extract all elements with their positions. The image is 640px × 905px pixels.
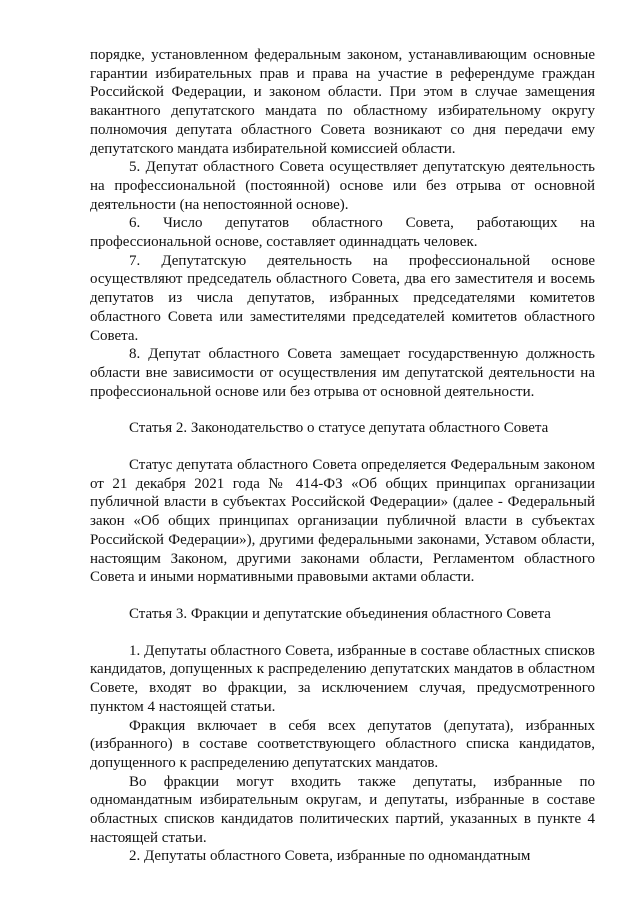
article-2-text: Статус депутата областного Совета определяется Федеральным законом от 21 декабря 2021 года № 414-ФЗ «Об общих принципах организации публичной власти в субъектах Российской Федерации» (далее - Федеральный закон «Об общих принципах организации публичной власти в субъектах Российской Федерации»), другими федеральными законами, Уставом области, настоящим Законом, другими законами области, Регламентом областного Совета и иными нормативными правовыми актами области. <box>90 457 595 586</box>
article-3-fraction-composition: Фракция включает в себя всех депутатов (депутата), избранных (избранного) в составе соответствующего областного списка кандидатов, допущенного к распределению депутатских мандатов. <box>90 717 595 771</box>
paragraph-continuation: порядке, установленном федеральным законом, устанавливающим основные гарантии избирательных прав и права на участие в референдуме граждан Российской Федерации, и законом области. При этом в случае замещения вакантного депутатского мандата по областному избирательному округу полномочия депутата областного Совета возникают со дня передачи ему депутатского мандата избирательной комиссией области. <box>90 47 595 157</box>
article-2-heading: Статья 2. Законодательство о статусе депутата областного Совета <box>129 420 549 437</box>
article-3-fraction-members: Во фракции могут входить также депутаты, избранные по одномандатным избирательным округам, и депутаты, избранные в составе областных списков кандидатов политических партий, указанных в пункте 4 настоящей статьи. <box>90 773 595 846</box>
article-3-item-2: 2. Депутаты областного Совета, избранные по одномандатным <box>129 848 531 865</box>
paragraph-item-7: 7. Депутатскую деятельность на профессиональной основе осуществляют председатель областного Совета, два его заместителя и восемь депутатов из числа депутатов, избранных председателями комитетов областного Совета или заместителями председателей комитетов областного Совета. <box>90 252 595 344</box>
article-3-heading: Статья 3. Фракции и депутатские объединения областного Совета <box>129 605 551 622</box>
paragraph-item-5: 5. Депутат областного Совета осуществляет депутатскую деятельность на профессиональной (постоянной) основе или без отрыва от основной деятельности (на непостоянной основе). <box>90 159 595 213</box>
paragraph-item-8: 8. Депутат областного Совета замещает государственную должность области вне зависимости от осуществления им депутатской деятельности на профессиональной основе или без отрыва от основной деятельности. <box>90 346 595 400</box>
article-3-item-1: 1. Депутаты областного Совета, избранные в составе областных списков кандидатов, допущенных к распределению депутатских мандатов в областном Совете, входят во фракции, за исключением случая, предусмотренного пунктом 4 настоящей статьи. <box>90 642 595 715</box>
document-body <box>90 46 595 866</box>
paragraph-item-6: 6. Число депутатов областного Совета, работающих на профессиональной основе, составляет одиннадцать человек. <box>90 215 595 251</box>
